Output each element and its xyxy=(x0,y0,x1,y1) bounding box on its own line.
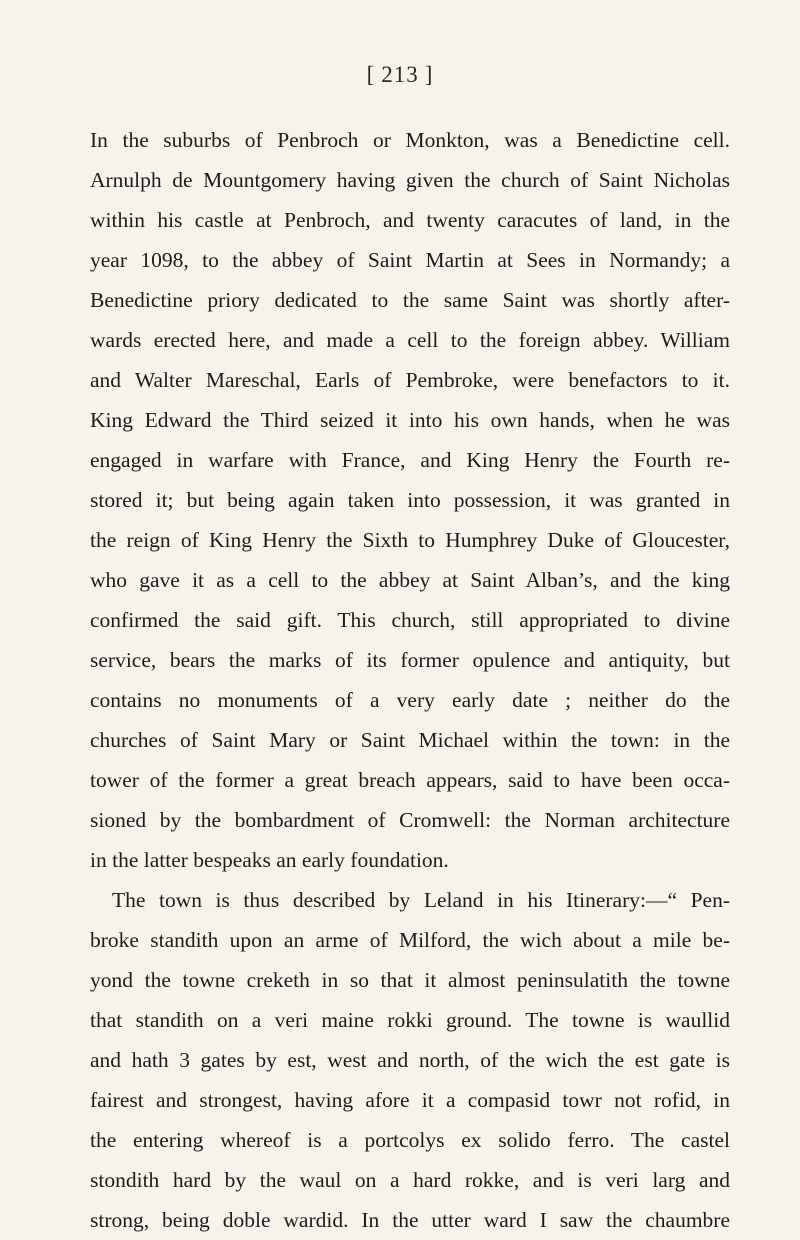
text-line: fairest and strongest, having afore it a compasid towr not rofid, in xyxy=(90,1088,730,1112)
text-line: and hath 3 gates by est, west and north, of the wich the est gate is xyxy=(90,1048,730,1072)
text-line: and Walter Mareschal, Earls of Pembroke, were benefactors to it. xyxy=(90,368,730,392)
text-line: Arnulph de Mountgomery having given the church of Saint Nicholas xyxy=(90,168,730,192)
text-line: who gave it as a cell to the abbey at Saint Alban’s, and the king xyxy=(90,568,730,592)
paragraph-monkton-priory xyxy=(90,120,730,880)
page-number-open-bracket: [ xyxy=(366,62,376,87)
page-number-value: 213 xyxy=(381,62,419,87)
text-line: service, bears the marks of its former opulence and antiquity, but xyxy=(90,648,730,672)
text-line: Benedictine priory dedicated to the same Saint was shortly after- xyxy=(90,288,730,312)
text-line: confirmed the said gift. This church, still appropriated to divine xyxy=(90,608,730,632)
text-line: King Edward the Third seized it into his own hands, when he was xyxy=(90,408,730,432)
text-line: in the latter bespeaks an early foundation. xyxy=(90,848,449,872)
paragraph-leland-itinerary xyxy=(90,880,730,1240)
text-line: within his castle at Penbroch, and twenty caracutes of land, in the xyxy=(90,208,730,232)
text-line: churches of Saint Mary or Saint Michael within the town: in the xyxy=(90,728,730,752)
text-line: stored it; but being again taken into possession, it was granted in xyxy=(90,488,730,512)
text-line: engaged in warfare with France, and King Henry the Fourth re- xyxy=(90,448,730,472)
text-line: the reign of King Henry the Sixth to Humphrey Duke of Gloucester, xyxy=(90,528,730,552)
text-line: that standith on a veri maine rokki ground. The towne is waullid xyxy=(90,1008,730,1032)
text-line: yond the towne creketh in so that it almost peninsulatith the towne xyxy=(90,968,730,992)
text-line: contains no monuments of a very early date ; neither do the xyxy=(90,688,730,712)
text-line: stondith hard by the waul on a hard rokke, and is veri larg and xyxy=(90,1168,730,1192)
text-line: wards erected here, and made a cell to the foreign abbey. William xyxy=(90,328,730,352)
page-number xyxy=(0,62,800,88)
text-line: The town is thus described by Leland in his Itinerary:—“ Pen- xyxy=(112,888,730,912)
body-text xyxy=(90,120,730,1240)
text-line: In the suburbs of Penbroch or Monkton, was a Benedictine cell. xyxy=(90,128,730,152)
text-line: broke standith upon an arme of Milford, the wich about a mile be- xyxy=(90,928,730,952)
text-line: year 1098, to the abbey of Saint Martin at Sees in Normandy; a xyxy=(90,248,730,272)
page-number-close-bracket: ] xyxy=(424,62,434,87)
text-line: the entering whereof is a portcolys ex solido ferro. The castel xyxy=(90,1128,730,1152)
text-line: strong, being doble wardid. In the utter ward I saw the chaumbre xyxy=(90,1208,730,1232)
text-line: tower of the former a great breach appears, said to have been occa- xyxy=(90,768,730,792)
text-line: sioned by the bombardment of Cromwell: the Norman architecture xyxy=(90,808,730,832)
